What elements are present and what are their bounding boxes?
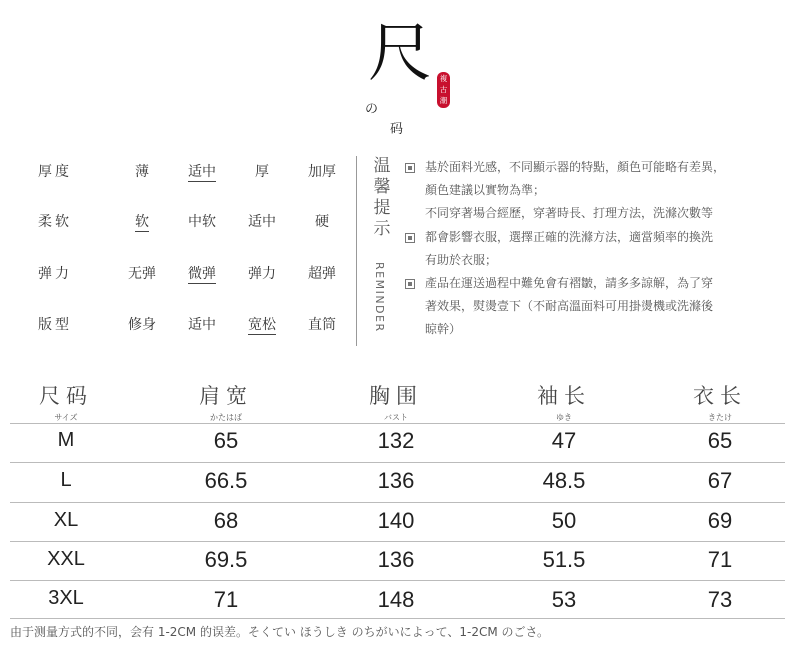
- seal-char: 複: [439, 74, 448, 83]
- row-divider: [10, 462, 785, 463]
- table-cell: 132: [377, 428, 415, 453]
- table-cell: 136: [377, 468, 415, 493]
- col-header-main: 尺码: [39, 384, 93, 408]
- row-divider: [10, 618, 785, 619]
- table-cell: 51.5: [542, 547, 586, 572]
- attr-label-softness: 柔软: [38, 214, 72, 230]
- section-divider: [356, 156, 357, 346]
- size-title-char: 尺: [368, 17, 432, 91]
- measurement-note: 由于测量方式的不同，会有 1-2CM 的误差。そくてい ほうしき のちがいによって、1-2CM のごさ。: [10, 625, 550, 639]
- note-item: [405, 226, 777, 272]
- attr-option-selected: 微弹: [188, 266, 216, 282]
- table-cell: 136: [377, 547, 415, 572]
- note-line: 基於面料光感，不同顯示器的特點，顏色可能略有差異，: [425, 160, 726, 174]
- note-item: [405, 272, 777, 342]
- note-line: 產品在運送過程中難免會有褶皺，請多多諒解，為了穿: [425, 276, 714, 291]
- seal-char: 古: [439, 85, 448, 94]
- col-header-shoulder: [146, 380, 306, 423]
- attr-label-elasticity: 弹力: [38, 266, 72, 282]
- attr-option: 中软: [188, 214, 216, 230]
- reminder-title-char: 馨: [373, 177, 391, 197]
- title-ma-char: 码: [390, 122, 404, 137]
- reminder-title-char: 温: [373, 156, 391, 176]
- attr-label-fit: 版型: [38, 317, 72, 333]
- col-header-bust: [316, 380, 476, 423]
- attr-option: 超弹: [308, 266, 336, 282]
- table-cell: 71: [707, 547, 733, 572]
- square-bullet-icon: [405, 233, 415, 243]
- row-divider: [10, 580, 785, 581]
- table-cell: 69.5: [204, 547, 248, 572]
- table-cell-size: 3XL: [48, 587, 84, 609]
- table-cell-size: XL: [53, 509, 79, 531]
- row-divider: [10, 423, 785, 424]
- table-cell: 65: [213, 428, 239, 453]
- note-item: [405, 202, 777, 225]
- reminder-title-char: 示: [373, 219, 391, 239]
- square-bullet-icon: [405, 163, 415, 173]
- red-seal-stamp: [437, 72, 450, 108]
- row-divider: [10, 541, 785, 542]
- row-divider: [10, 502, 785, 503]
- reminder-title-char: 提: [373, 198, 391, 218]
- attr-label-thickness: 厚度: [38, 164, 72, 180]
- attr-option: 适中: [188, 317, 216, 333]
- reminder-title: [372, 156, 392, 240]
- col-header-main: 衣长: [693, 384, 747, 408]
- table-cell: 67: [707, 468, 733, 493]
- table-cell: 66.5: [204, 468, 248, 493]
- attr-option: 薄: [135, 164, 149, 180]
- attr-option: 修身: [128, 317, 156, 333]
- table-cell: 48.5: [542, 468, 586, 493]
- table-cell: 69: [707, 508, 733, 533]
- table-cell: 73: [707, 587, 733, 612]
- col-header-sub: サイズ: [54, 413, 78, 422]
- col-header-main: 肩宽: [199, 384, 253, 408]
- col-header-sub: かたはば: [210, 413, 242, 422]
- reminder-english: REMINDER: [373, 262, 386, 333]
- col-header-main: 胸围: [369, 384, 423, 408]
- attr-option: 厚: [255, 164, 269, 180]
- title-no-char: の: [365, 102, 379, 117]
- table-cell: 53: [551, 587, 577, 612]
- col-header-sub: ゆき: [556, 413, 572, 422]
- attr-option: 弹力: [248, 266, 276, 282]
- col-header-sub: きたけ: [708, 413, 732, 422]
- note-line: 有助於衣服；: [425, 252, 498, 267]
- attr-option-selected: 软: [135, 214, 149, 230]
- table-cell: 47: [551, 428, 577, 453]
- table-cell: 71: [213, 587, 239, 612]
- table-cell: 65: [707, 428, 733, 453]
- note-line: 顏色建議以實物為準；: [425, 183, 546, 198]
- attr-option-selected: 适中: [188, 164, 216, 180]
- table-cell: 50: [551, 508, 577, 533]
- table-cell-size: M: [57, 429, 75, 451]
- col-header-sleeve: [484, 380, 644, 423]
- attr-option: 适中: [248, 214, 276, 230]
- attr-option: 无弹: [128, 266, 156, 282]
- table-cell-size: XXL: [47, 548, 85, 570]
- table-cell: 140: [377, 508, 415, 533]
- reminder-notes: [405, 156, 777, 342]
- col-header-main: 袖长: [537, 384, 591, 408]
- table-cell: 68: [213, 508, 239, 533]
- table-cell-size: L: [60, 469, 72, 491]
- attr-option: 硬: [315, 214, 329, 230]
- note-line: 都會影響衣服，選擇正確的洗滌方法，適當頻率的換洗: [425, 229, 714, 244]
- col-header-sub: バスト: [384, 413, 408, 422]
- note-item: [405, 156, 777, 202]
- attr-option: 直筒: [308, 317, 336, 333]
- square-bullet-icon: [405, 279, 415, 289]
- note-line: 著效果，熨燙壹下（不耐高溫面料可用掛燙機或洗滌後: [425, 299, 714, 314]
- table-cell: 148: [377, 587, 415, 612]
- note-line: 不同穿著場合經歷，穿著時長、打理方法，洗滌次數等: [425, 206, 714, 221]
- col-header-length: [640, 380, 790, 423]
- attr-option: 加厚: [308, 164, 336, 180]
- note-line: 晾幹）: [425, 322, 462, 337]
- seal-char: 潮: [439, 96, 448, 105]
- col-header-size: [0, 380, 146, 423]
- attr-option-selected: 宽松: [248, 317, 276, 333]
